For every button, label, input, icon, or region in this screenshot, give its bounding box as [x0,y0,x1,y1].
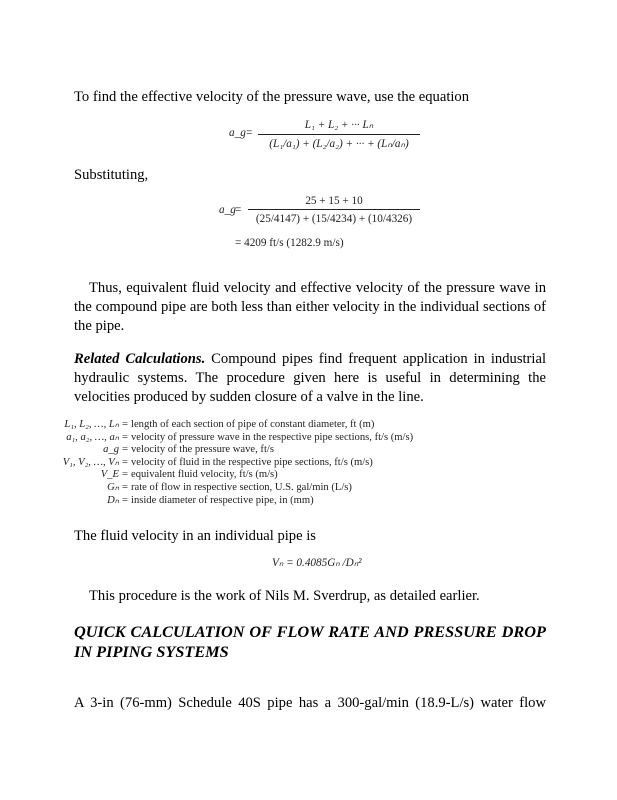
variable-symbol: a_g [103,444,119,456]
variable-description: length of each section of pipe of constant diameter, ft (m) [131,419,375,430]
variable-description: velocity of fluid in the respective pipe sections, ft/s (m/s) [131,456,373,468]
variable-row: V₁, V₂, …, Vₙ = velocity of fluid in the respective pipe sections, ft/s (m/s) [43,457,413,470]
related-text: Compound pipes find frequent application in industrial hydraulic systems. The procedure given here is useful in determining the velocities produced by sudden closure of a valve in the line. [74,351,547,405]
variable-description: inside diameter of respective pipe, in (mm) [131,494,314,506]
eq1-denominator: (L₁/a₁) + (L₂/a₂) + ··· + (Lₙ/aₙ) [269,138,409,150]
variable-description: equivalent fluid velocity, ft/s (m/s) [131,469,278,481]
variable-symbol: V₁, V₂, …, Vₙ [62,456,119,468]
variable-description: velocity of pressure wave in the respective pipe sections, ft/s (m/s) [131,431,414,443]
variable-row: L₁, L₂, …, Lₙ = length of each section of pipe of constant diameter, ft (m) [43,419,413,432]
variable-row: a_g = velocity of the pressure wave, ft/s [43,444,413,457]
eq2-numerator: 25 + 15 + 10 [305,195,363,207]
variable-description: velocity of the pressure wave, ft/s [131,444,274,456]
paragraph-thus: Thus, equivalent fluid velocity and effective velocity of the pressure wave in the compound pipe are both less than either velocity in the individual sections of the pipe. [74,280,546,334]
variable-symbol: Dₙ [107,494,119,506]
intro-text: To find the effective velocity of the pressure wave, use the equation [74,89,470,105]
variable-symbol: L₁, L₂, …, Lₙ [64,419,119,430]
variable-symbol: a₁, a₂, …, aₙ [66,431,119,443]
last-line-text: A 3-in (76-mm) Schedule 40S pipe has a 300-gal/min (18.9-L/s) water flow [74,695,546,711]
variable-row: Gₙ = rate of flow in respective section, U.S. gal/min (L/s) [43,482,413,495]
section-heading: QUICK CALCULATION OF FLOW RATE AND PRESSURE DROP IN PIPING SYSTEMS [74,622,546,661]
eq1-numerator: L₁ + L₂ + ··· Lₙ [304,119,374,131]
equation-fluid-velocity: Vₙ = 0.4085Gₙ /Dₙ² [272,557,362,569]
eq2-lhs: a_g [219,204,236,216]
procedure-text: This procedure is the work of Nils M. Sverdrup, as detailed earlier. [89,588,480,604]
substituting-text: Substituting, [74,167,149,183]
variable-symbol: Gₙ [107,481,119,493]
eq2-fraction-bar [248,209,420,210]
variable-description: rate of flow in respective section, U.S. gal/min (L/s) [131,481,352,493]
variable-row: Dₙ = inside diameter of respective pipe, in (mm) [43,495,413,508]
eq1-equals: = [246,127,253,139]
eq1-lhs: a_g [229,127,246,139]
variable-definitions [43,419,413,507]
variable-row: a₁, a₂, …, aₙ = velocity of pressure wave in the respective pipe sections, ft/s (m/s) [43,432,413,445]
eq1-fraction-bar [258,134,420,135]
variable-row: V_E = equivalent fluid velocity, ft/s (m/s) [43,469,413,482]
fluid-velocity-intro: The fluid velocity in an individual pipe is [74,528,316,544]
eq2-denominator: (25/4147) + (15/4234) + (10/4326) [255,213,413,225]
related-label: Related Calculations. [74,351,206,367]
eq2-equals: = [235,204,242,216]
paragraph-related-calculations [74,350,546,407]
eq2-result: = 4209 ft/s (1282.9 m/s) [235,237,344,249]
variable-symbol: V_E [100,469,119,481]
